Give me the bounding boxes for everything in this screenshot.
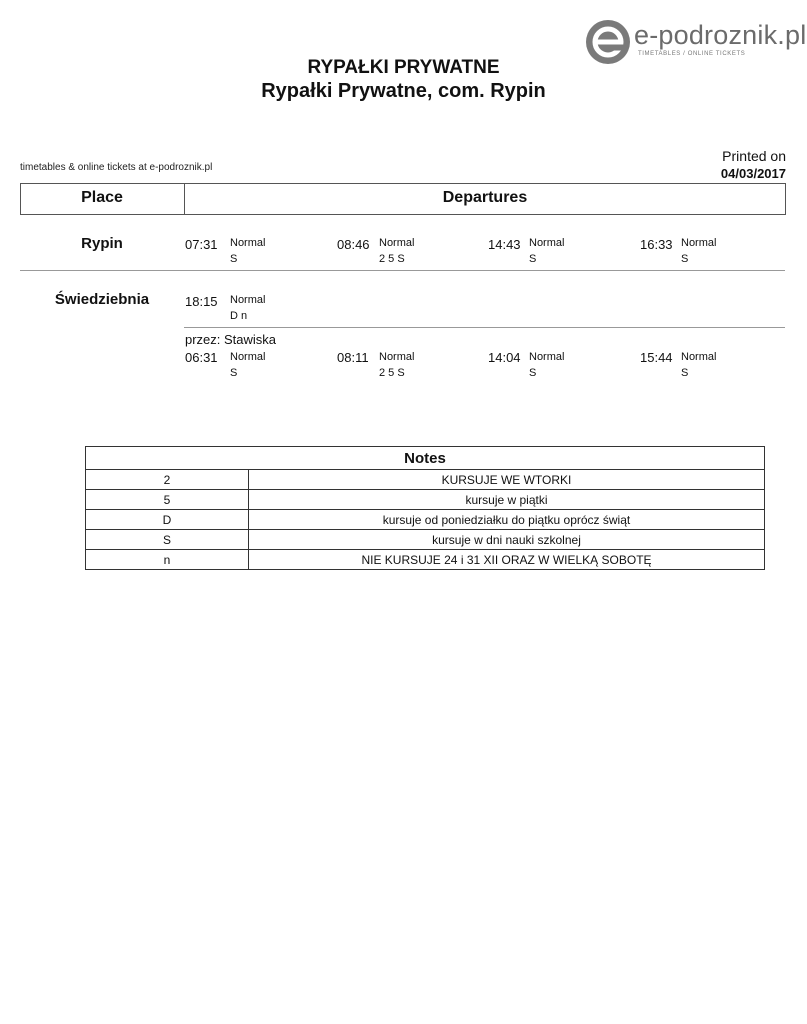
departure-codes: S: [529, 253, 537, 265]
departure-time: 06:31: [185, 350, 218, 365]
departure-kind: Normal: [379, 237, 415, 249]
logo-tagline: TIMETABLES / ONLINE TICKETS: [638, 51, 746, 57]
note-code: D: [86, 510, 249, 530]
note-code: 5: [86, 490, 249, 510]
note-row: [86, 470, 765, 490]
site-tagline: timetables & online tickets at e-podroznik.pl: [20, 162, 213, 173]
printed-date: 04/03/2017: [720, 166, 786, 181]
departure-time: 07:31: [185, 237, 218, 252]
place-name-swiedziebnia: Świedziebnia: [54, 291, 150, 308]
printed-on-label: Printed on: [722, 148, 786, 164]
departure-time: 14:43: [488, 237, 521, 252]
note-row: [86, 490, 765, 510]
place-separator: [20, 270, 785, 271]
note-text: KURSUJE WE WTORKI: [249, 470, 765, 490]
stop-title: RYPAŁKI PRYWATNE: [307, 57, 500, 78]
departure-time: 15:44: [640, 350, 673, 365]
note-row: [86, 510, 765, 530]
column-header-place: Place: [81, 189, 123, 206]
departure-codes: S: [230, 367, 238, 379]
departure-time: 14:04: [488, 350, 521, 365]
note-code: 2: [86, 470, 249, 490]
logo-wordmark: e-podroznik.pl: [634, 20, 807, 50]
departure-codes: S: [230, 253, 238, 265]
notes-table: [85, 446, 765, 570]
departure-time: 16:33: [640, 237, 673, 252]
route-separator: [184, 327, 785, 328]
place-name-rypin: Rypin: [81, 235, 123, 252]
note-row: [86, 530, 765, 550]
note-text: kursuje w piątki: [249, 490, 765, 510]
departure-time: 08:11: [337, 350, 369, 365]
note-code: n: [86, 550, 249, 570]
departure-kind: Normal: [230, 237, 266, 249]
stop-subtitle: Rypałki Prywatne, com. Rypin: [261, 80, 546, 102]
note-code: S: [86, 530, 249, 550]
departure-codes: 2 5 S: [379, 367, 405, 379]
departure-kind: Normal: [681, 351, 717, 363]
departure-kind: Normal: [529, 237, 565, 249]
route-via-label: przez: Stawiska: [185, 332, 277, 347]
departure-time: 18:15: [185, 294, 218, 309]
departure-time: 08:46: [337, 237, 370, 252]
departure-kind: Normal: [230, 294, 266, 306]
note-text: kursuje w dni nauki szkolnej: [249, 530, 765, 550]
note-text: kursuje od poniedziałku do piątku oprócz świąt: [249, 510, 765, 530]
note-text: NIE KURSUJE 24 i 31 XII ORAZ W WIELKĄ SOBOTĘ: [249, 550, 765, 570]
departure-codes: D n: [230, 310, 248, 322]
departure-codes: S: [529, 367, 537, 379]
departure-kind: Normal: [230, 351, 266, 363]
departure-kind: Normal: [529, 351, 565, 363]
departure-codes: S: [681, 367, 689, 379]
column-header-departures: Departures: [442, 189, 528, 206]
departure-kind: Normal: [379, 351, 415, 363]
note-row: [86, 550, 765, 570]
notes-title: Notes: [86, 447, 765, 470]
departure-codes: S: [681, 253, 689, 265]
departure-codes: 2 5 S: [379, 253, 405, 265]
departure-kind: Normal: [681, 237, 717, 249]
